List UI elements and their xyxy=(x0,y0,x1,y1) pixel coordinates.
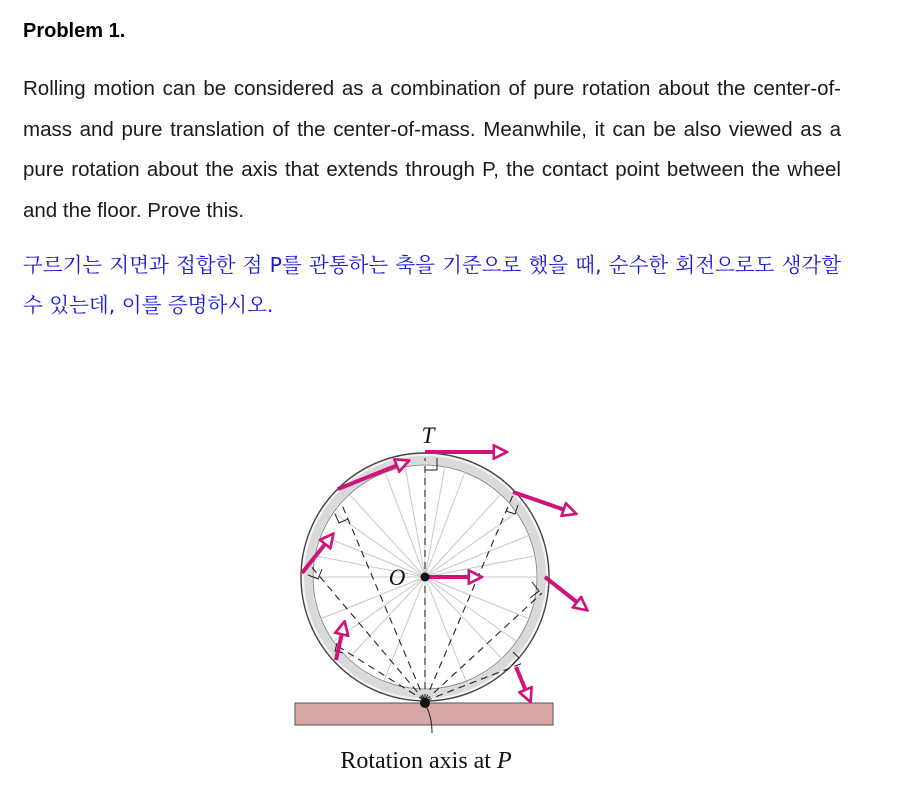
velocity-arrow-right xyxy=(545,577,578,603)
caption-variable-p: P xyxy=(496,748,512,774)
center-point-o xyxy=(421,573,430,582)
problem-statement-korean: 구르기는 지면과 접합한 점 P를 관통하는 축을 기준으로 했을 때, 순수한 회전으로도 생각할 수 있는데, 이를 증명하시오. xyxy=(23,253,841,317)
figure-caption xyxy=(340,748,512,774)
label-t: T xyxy=(421,423,435,448)
contact-point-p xyxy=(420,698,430,708)
caption-main-text: Rotation axis at xyxy=(340,748,497,774)
rolling-wheel-figure xyxy=(280,415,600,785)
problem-title: Problem 1. xyxy=(23,20,126,42)
label-o: O xyxy=(388,565,406,590)
problem-statement-english: Rolling motion can be considered as a combination of pure rotation about the center-of-mass and pure translation of the center-of-mass. Meanwhile, it can be also viewed as a pure rotation about the axis that extends through P, the contact point between the wheel and the floor. Prove this. xyxy=(23,77,841,222)
wheel-diagram xyxy=(280,415,600,785)
velocity-arrow-lower-right xyxy=(516,667,526,691)
